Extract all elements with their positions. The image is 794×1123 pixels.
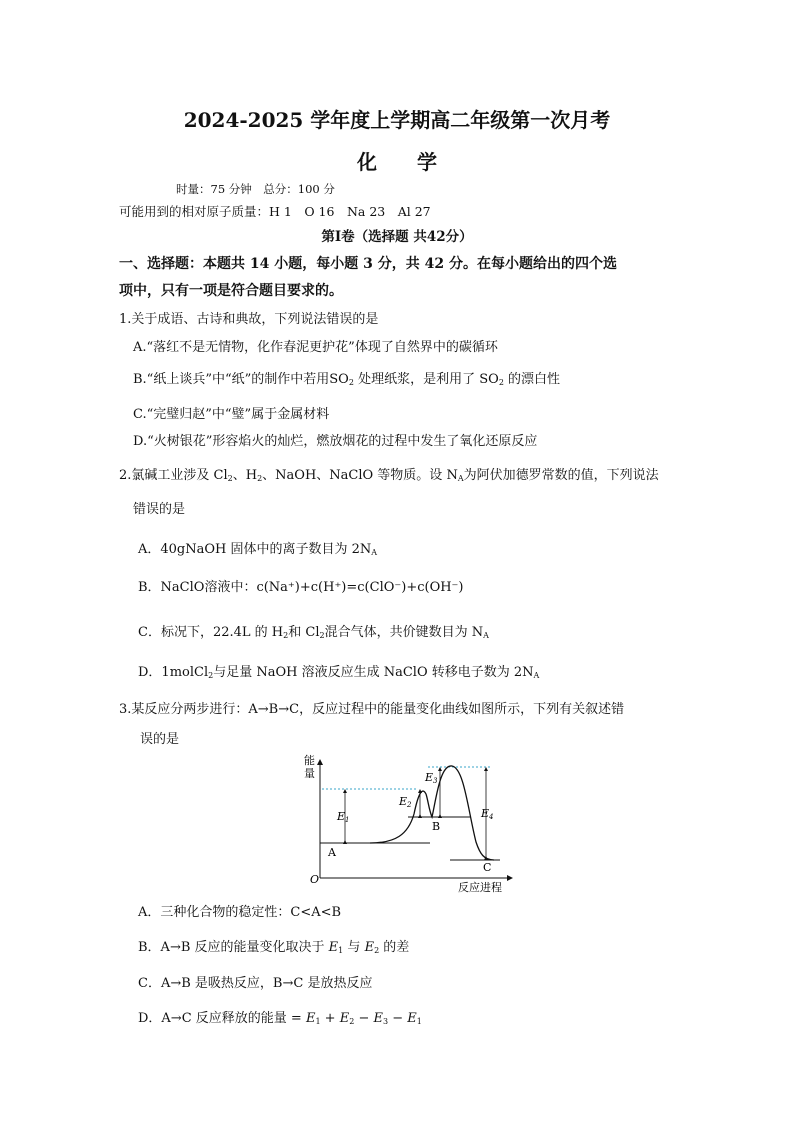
q2-option-d: D．1molCl$_2$与足量 NaOH 溶液反应生成 NaClO 转移电子数为 $2N_A$	[138, 665, 540, 680]
subject-title: 化学	[357, 150, 477, 174]
exam-meta: 时量：75 分钟 总分：100 分	[176, 182, 335, 196]
origin-label: O	[310, 873, 320, 886]
q3-option-b: B．A→B 反应的能量变化取决于 $E_1$ 与 $E_2$ 的差	[138, 940, 410, 955]
atomic-masses: 可能用到的相对原子质量：H 1 O 16 Na 23 Al 27	[119, 204, 431, 219]
q2-option-c: C．标况下，22.4L 的 $H_2$和 $Cl_2$混合气体，共价键数目为 $N_A$	[138, 625, 489, 640]
section-title: 第Ⅰ卷（选择题 共42分）	[321, 229, 473, 245]
q2-stem: 2.氯碱工业涉及 $Cl_2$、$H_2$、NaOH、NaClO 等物质。设 $N_A$为阿伏加德罗常数的值，下列说法	[119, 468, 659, 483]
exam-title: 2024-2025 学年度上学期高二年级第一次月考	[183, 108, 611, 132]
label-a: A	[328, 846, 336, 859]
q3-stem-line2: 误的是	[140, 732, 180, 747]
q2-stem-line2: 错误的是	[133, 502, 186, 517]
q3-option-d: D．A→C 反应释放的能量 = $E_1 + E_2 - E_3 - E_1$	[138, 1011, 422, 1026]
instructions-line2: 项中，只有一项是符合题目要求的。	[119, 283, 343, 299]
instructions-line1: 一、选择题：本题共 14 小题，每小题 3 分，共 42 分。在每小题给出的四个选	[119, 256, 617, 272]
energy-diagram	[300, 750, 520, 896]
q3-option-c: C．A→B 是吸热反应，B→C 是放热反应	[138, 976, 373, 991]
q1-option-a: A.“落红不是无情物，化作春泥更护花”体现了自然界中的碳循环	[133, 340, 498, 355]
q2-option-b: B．NaClO溶液中：c(Na⁺)+c(H⁺)=c(ClO⁻)+c(OH⁻)	[138, 580, 464, 595]
q1-option-c: C.“完璧归赵”中“璧”属于金属材料	[133, 407, 330, 422]
q1-option-d: D.“火树银花”形容焰火的灿烂，燃放烟花的过程中发生了氧化还原反应	[133, 434, 538, 449]
label-c: C	[483, 861, 492, 874]
label-e2: E2	[399, 795, 412, 809]
label-b: B	[432, 820, 441, 833]
q1-option-b: B.“纸上谈兵”中“纸”的制作中若用$SO_2$ 处理纸浆，是利用了 $SO_2$ 的漂白性	[133, 372, 561, 387]
y-axis-label-2: 量	[304, 767, 315, 780]
q2-b-formula: c(Na⁺)+c(H⁺)=c(ClO⁻)+c(OH⁻)	[256, 580, 464, 595]
q1-stem: 1.关于成语、古诗和典故，下列说法错误的是	[119, 312, 379, 327]
label-e3: E3	[425, 771, 438, 785]
q2-option-a: A．40gNaOH 固体中的离子数目为 $2N_A$	[138, 542, 378, 557]
q3-stem: 3.某反应分两步进行：A→B→C，反应过程中的能量变化曲线如图所示，下列有关叙述错	[119, 702, 625, 717]
x-axis-label: 反应进程	[458, 881, 502, 894]
y-axis-label-1: 能	[304, 754, 315, 767]
label-e1: E1	[337, 810, 350, 824]
label-e4: E4	[481, 807, 494, 821]
q3-option-a: A．三种化合物的稳定性：C<A<B	[138, 905, 342, 920]
